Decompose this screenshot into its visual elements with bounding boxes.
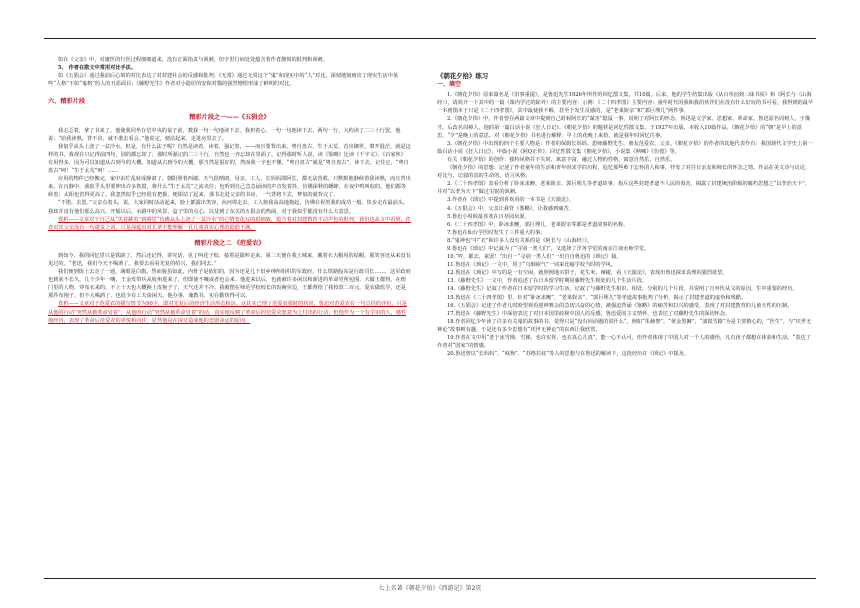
passage1-title: 精彩片段之一——《五猖会》 — [189, 114, 270, 122]
footer-rule — [44, 578, 816, 579]
header-rule — [44, 38, 816, 39]
exercise-item: 6.《二十四孝图》中，卧冰求鲤、郭巨埋儿、老莱娱亲等都是孝道故事的名称。 — [447, 221, 629, 228]
exercise-item: 19.作者在文中用“老于冰雪梯，雪梯，也许实你，也在真心儿真”，能一心不认可，但作者体现了中国人对一个人的感悟，凡有孩子都想在体验和生活。“表达了作者对“国家”的情感。 — [437, 335, 811, 350]
exercise-item: 17.鲁迅在《藤野先生》中深切表达了对日本国里歧视中国人的反感，鲁迅爱国主义情怀，也表达了对藤野先生的深切怀念。 — [447, 310, 731, 317]
exercise-item: 11.鲁迅在《琐记》一文中，用了“乌烟瘴气”一词来比喻学校当时的学风。 — [447, 262, 617, 269]
section-title: 六、精彩片段 — [48, 98, 86, 106]
exercise-item: 2.《朝花夕拾》中，作者曾在两篇文章中提到自己时候阿长的“谋害”隐鼠一事，说明了对阿长的怀念。鲁迅是文学家、思想家、革命家。鲁迅原名周树人，字豫才。后改名周樟人，他的第一篇白话小说《狂人日记》。《朝花夕拾》的题材是回忆性散文集。于1927年出版，本收入10篇作品。《朝花夕拾》的“朝”是早上的意思，“夕”是晚上的意思。对《朝花夕拾》书名进行解释：早上的花晚上来拾，就是我年时回忆往事。 — [437, 116, 811, 139]
passage2-title: 精彩片段之二 《范爱农》 — [194, 239, 265, 247]
passage1-paragraph-1: 我忐忑着，拿了书来了。他使我同坐在堂中央的桌子前，教我一句一句地读下去。我担着心，一句一句地读下去。两句一行，大约读了二三十行罢，他说：“给我读熟。背不出，就不准去看会。”他说完，便站起来，走进房里去了。 — [48, 127, 401, 142]
exercise-item: 1.《朝花夕拾》原来篇名是《旧事重提》，是鲁迅先生1926年所作的回忆散文集，共10篇。后来，他的学生结集出版《从百草园到三味书屋》和《阿长与〈山海经〉》，请简介一下其中的一篇（课内学过的除外）的主要内容：示例：《二十四孝图》主要内容：童年时代的我和我的伙伴们在没有什么好玩的书可看，我得到的最早一本画图本子只是《二十四孝图》，其中最使我不解，甚至于发生反感的，是“老莱娱亲”和“郭巨埋儿”两件事。 — [437, 92, 814, 115]
passage2-appreciation: 赏析——文章对于范爱农的描写情节为90字，即对光复后的经济生活形态和活。这其实已理了范爱农那时的状况，鲁迅对范爱农有一句总括的评价，只是从他的行动“突然从被革命冒着”，从他的行动“突然从被革命冒着”的话，真实地反映了革命后的范爱农愿意为之付出的行动，但他作为一个有学识的人，感性地经历，表现了革命后范爱农的喜悦和向往，显然他是在探讨造成他的悲剧命运的原因。 — [48, 301, 407, 324]
exercise-item: 18.作者回忆少年读了许多有关鬼的故事的书，觉得只是“没有回话题的说什么”，例如“朱赫黎”、“黄金黑狮”，“油馍雪路”为是主要精心的，“医生”。与“厌世无神论”故事则有趣，于是还有多少思想有“厌世无神论”的东西让我欣赏。 — [437, 318, 812, 333]
passage2-paragraph-2: 我们便到街上去走了一通，满眼是白旗。然而貌虽如此，内骨子是依旧的，因为还是几个旧乡绅所组织的军政府，什么铁路股东是行政司长……，这军政府也到底不长久，几个少年一嚷，王金发带兵从杭州进来了，但即使不嚷或者也会来。他进来以后，也就被许多闲汉和新进的革命党所包围，大做王都督。在衙门里的人物，穿布衣来的，不上十天也大概换上皮袍子了，天气还并不冷。我被摆在师范学校校长的饭碗旁边，王都督给了我校款二百元。爱农做监学，还是那件布袍子，但不大喝酒了，也很少有工夫谈闲天。他办事，兼教书，实在勤快得可以。 — [48, 269, 411, 300]
exercise-item: 3.《朝花夕拾》中出现的四个主要人物是：作者的保姆长妈妈、恩师藤野先生、朋友范爱农、父亲。《朝花夕拾》的作者的其他代表作有：我国现代文学史上第一篇白话小说《狂人日记》，中篇小说《阿Q正传》，回忆性散文集《朝花夕拾》，小说集《呐喊》《彷徨》等。 — [437, 140, 813, 155]
exercise-item: 13.《藤野先生》一文中，作者追述了在日本留学时期同藤野先生相处的几个生活片段。 — [447, 278, 648, 285]
exercise-item: 3.作者在《琐记》中提到喜欢看的一本书是《天演论》。 — [447, 197, 574, 204]
exercise-item: 5.鲁迅小时候最喜欢在百草园玩耍。 — [447, 213, 530, 220]
intro-paragraph-2: 如《五猖会》通过我前后心境的对比表达了对封建社会的反感和批判；《无常》通过无常这个“鬼”和现实中的“人”对比，深刻地刻画出了现实生活中某些“人格”不如“鬼格”的人的丑恶面目；《藤野先生》作者对小隐居的安和对猫的强烈憎恨形成了鲜明的对比。 — [48, 73, 399, 88]
exercise-item: 8.“鬼神也”中“衣”和许多人没有关系的是《阿长与〈山海经〉》。 — [447, 237, 593, 244]
passage1-appreciation: 赏析——文章对于自己从“笑着跳着”到感觉“仿佛从头上浇了一盆冷水”的心情变化写的很细致，蕴含着对封建教育不动声色的批判，我们也从文中看到，作者对其父亲没有一句谴责之词，只是深蕴出对长辈不能理解一孔儿童真实心理的隐隐不满。 — [48, 216, 411, 231]
exercise-item: 4.《五猖会》中，父亲让我背《鉴略》，让我感到痛苦。 — [447, 205, 574, 212]
exercise-item: 14.《藤野先生》记叙了作者在日本留学时的学习生活，记叙了与藤野先生相识、相处、分别的几个片段，并说明了自弃医从文的原因，生中重要的经历。 — [447, 286, 798, 293]
page-footer: 七上名著《朝花夕拾》《西游记》第2页 — [378, 585, 482, 592]
passage1-paragraph-4: “不错。去罢。”父亲点着头，说。大家同时活动起来，脸上都露出笑容，向河埠走去。工人将我高高地抱起，仿佛在祝贺我的成功一般，快步走在最前头。我却并没有他们那么高兴。开船以后，水路中的风景，盒子里的点心，以及到了东关的五猖会的热闹，对于我似乎都没有什么大意思。 — [48, 200, 409, 215]
right-column — [437, 72, 815, 590]
exercise-item: 9.鲁迅在《琐记》中记叙为了“寻别一类人们”，又选择了洋务学堂的南京江南水师学堂。 — [447, 245, 650, 252]
exercise-item: 2.《二十四孝图》表看分析了卧冰求鲤、老莱娱亲、郭巨埋儿等孝道故事，指斥这些封建孝道不人民的毒害，揭露了封建统治阶级的腐朽思想之“以孝治天下”，并对“以孝为天下”做过尖锐的讽刺。 — [437, 181, 811, 196]
exercise-item: 12.鲁迅在《琐记》中写的是一有空闲，就照例地买饼子，花生米，辣椒，看《天演论》，表现出鲁迅探求真理的强烈欲望。 — [447, 270, 728, 277]
exercise-item: 15.鲁迅在《二十四孝图》里，针对“卧冰求鲤”、“老莱娱亲”、“郭巨埋儿”等孝道故事批判了分析，揭示了封建孝道的虚伪和残酷。 — [447, 294, 747, 301]
exercise-item: 10.“哼，都去，来罢！”出自一“寻别一类人们”一出自自鲁迅的《琐记》篇。 — [447, 254, 622, 261]
exercise-item: 《朝花夕拾》的思想：记述了作者童年的生活和青年时求学的历程，追忆那些难于忘怀的人和事，抒发了对往日亲友和师长的怀念之情。作品在美文诗与议论，对比与，记叙的真的生命的，语言风格。 — [437, 165, 811, 180]
intro-paragraph-1: 如在《父亲》中，对庸医的行医过程细细道来，没有正面指责与讽刺，但字里行间处处蕴含着作者激愤的批判和讽刺。 — [58, 57, 328, 63]
left-column — [48, 56, 411, 574]
passage1-paragraph-2: 我似乎从头上浇了一盆冷水。但是，有什么法子呢？自然是读着，读着，强记着，——而且要背出来。粤自盘古，生于太荒，首出御世，肇开混茫。就是这样的书，我现在只记得前四句，别的都忘却了；那时所强记的二三十行，自然也一齐忘却在里面了。记得那时听人说，读《鉴略》比读《千字文》、《百家姓》有用得多，因为可以知道从古到今的大概。知道从古到今的大概，那当然是很好的，然而我一字也不懂。“粤自盘古”就是“粤自盘古”，读下去，记住它，“粤自盘古”呵！“生于太荒”呵！…… — [48, 143, 411, 175]
exercise-title: 《朝花夕拾》练习 — [437, 72, 489, 80]
passage2-paragraph-1: 到如今，我的回忆里只是铁路了，然后还记得，讲究话，见了叫花子似，接着是甜杯走来。第二天便在我上城来，戴着衣大帽用的钻帽，那笑容还从来没有见过的。“老迅，我们今天不喝酒了。我要去看看光复的绍兴，我们同去。” — [48, 252, 411, 267]
intro-heading-5: 5、 作者在散文中常用对比手法。 — [58, 65, 137, 72]
passage1-paragraph-3: 应用的物件已经搬完，家中由忙乱转成静肃了。朝阳照着西墙，天气很晴朗。母亲、工人、长妈妈即阿长，都无法营救，只默默地静候着我读熟，而且背出来。在百静中，我似乎头里要伸出许多铁钳，将什么“生于太荒”之流夹住；也听到自己急急诵读的声音发着抖，仿佛深秋的蟋蟀，在夜中鸣叫似的。他们都等候着；太阳也省得更高了。我忽然似乎已经很有把握，便即站了起来，那书走进父亲的书房，一气背将下去，梦似的就背完了。 — [48, 176, 411, 199]
exercise-item: 有关《朝花夕拾》的创作：独特风格并不失时，寓意丰富，融过人物的性格，寓意自然乐，自然乐。 — [447, 156, 676, 163]
fill-blank-title: 一、填空 — [437, 81, 462, 89]
exercise-item: 16.《五猖会》记述了作者儿时盼望观看迎神赛会的急切兴奋的心情，被强迫背诵《鉴略》的痛苦和扫兴的感受，表现了对封建教育的儿童天性的压制。 — [447, 302, 793, 309]
exercise-item: 7.鲁迅在仙台学医时发生了三件重大的事。 — [447, 229, 546, 236]
exercise-item: 20.鲁迅曾以“长妈妈”、“疯狗”、“苏格拉底”等人的思想与在鲁迅的解读下，这段经历在《琐记》中提及。 — [447, 351, 690, 358]
